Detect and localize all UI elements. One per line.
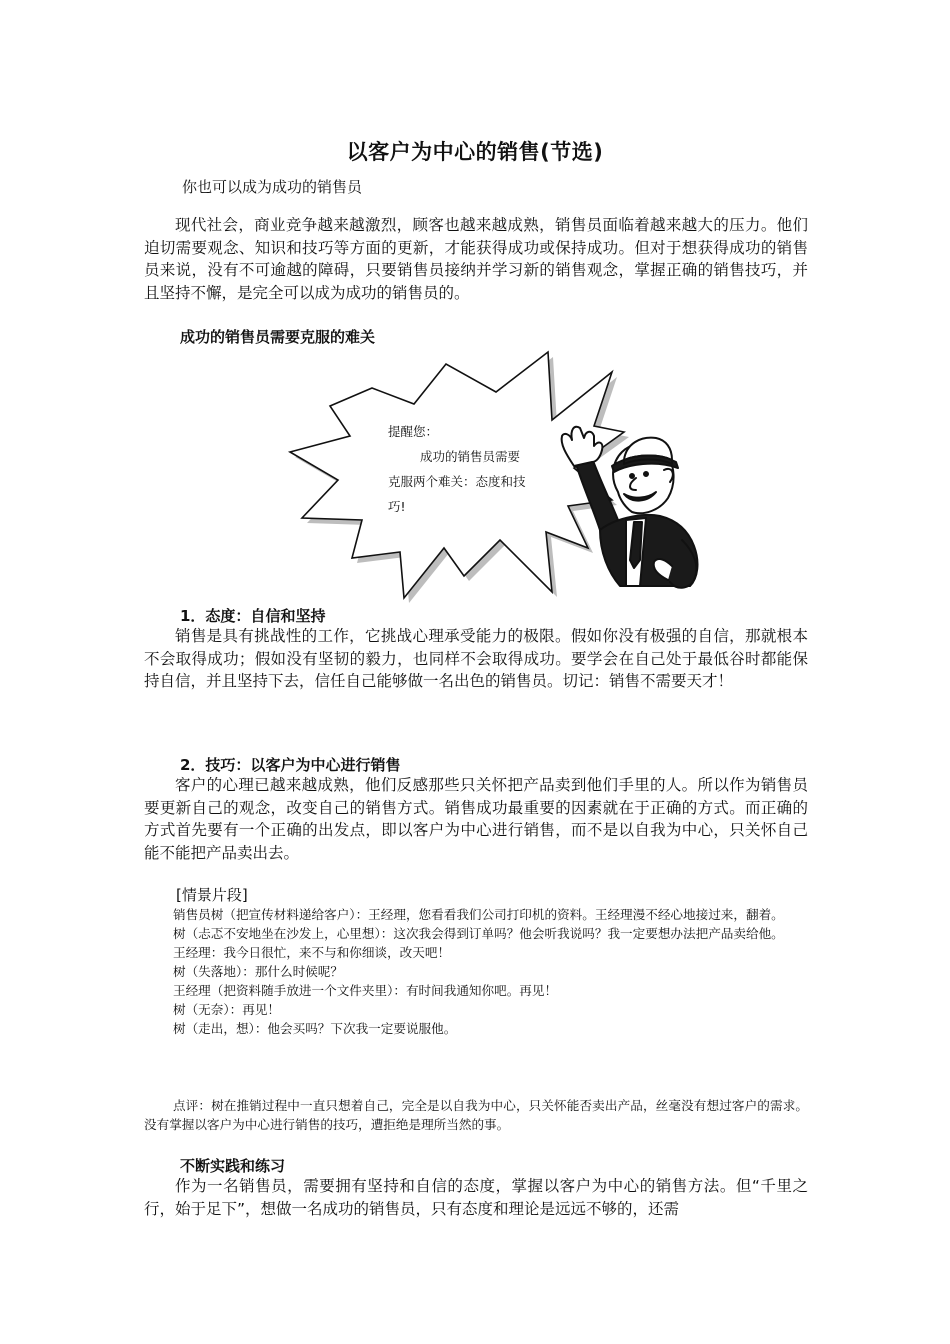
section-heading-obstacles: 成功的销售员需要克服的难关 bbox=[180, 328, 376, 346]
comment-block bbox=[144, 1096, 808, 1134]
intro-paragraph: 现代社会，商业竞争越来越激烈，顾客也越来越成熟，销售员面临着越来越大的压力。他们迫切需要观念、知识和技巧等方面的更新，才能获得成功或保持成功。但对于想获得成功的销售员来说，没有不可逾越的障碍，只要销售员接纳并学习新的销售观念，掌握正确的销售技巧，并且坚持不懈，是完全可以成为成功的销售员的。 bbox=[144, 216, 808, 302]
practice-paragraph: 作为一名销售员，需要拥有坚持和自信的态度，掌握以客户为中心的销售方法。但“千里之行，始于足下”，想做一名成功的销售员，只有态度和理论是远远不够的，还需 bbox=[144, 1177, 808, 1218]
scene-line: 树（无奈）：再见！ bbox=[172, 1002, 281, 1017]
comment-text: 点评：树在推销过程中一直只想着自己，完全是以自我为中心，只关怀能否卖出产品，丝毫没有想过客户的需求。没有掌握以客户为中心进行销售的技巧，遭拒绝是理所当然的事。 bbox=[144, 1098, 808, 1132]
scene-line: 王经理：我今日很忙，来不与和你细谈，改天吧！ bbox=[172, 945, 451, 960]
point2-heading: 2．技巧：以客户为中心进行销售 bbox=[180, 756, 401, 774]
practice-heading: 不断实践和练习 bbox=[180, 1157, 286, 1175]
point2-paragraph: 客户的心理已越来越成熟，他们反感那些只关怀把产品卖到他们手里的人。所以作为销售员要更新自己的观念，改变自己的销售方式。销售成功最重要的因素就在于正确的方式。而正确的方式首先要有一个正确的出发点，即以客户为中心进行销售，而不是以自我为中心，只关怀自己能不能把产品卖出去。 bbox=[144, 776, 808, 862]
bubble-line-3: 克服两个难关：态度和技 bbox=[388, 474, 526, 489]
document-subtitle: 你也可以成为成功的销售员 bbox=[182, 178, 363, 196]
bubble-line-2: 成功的销售员需要 bbox=[420, 449, 521, 464]
scene-line: 树（走出，想）：他会买吗？下次我一定要说服他。 bbox=[172, 1021, 457, 1036]
eye-left bbox=[630, 474, 634, 478]
scene-label: [情景片段] bbox=[176, 886, 248, 904]
scene-line: 树（忐忑不安地坐在沙发上，心里想）：这次我会得到订单吗？他会听我说吗？我一定要想办法把产品卖给他。 bbox=[172, 926, 784, 941]
scene-line: 王经理（把资料随手放进一个文件夹里）：有时间我通知你吧。再见！ bbox=[172, 983, 558, 998]
bubble-line-4: 巧! bbox=[388, 499, 406, 514]
scene-dialogue bbox=[144, 905, 808, 1038]
bubble-line-1: 提醒您： bbox=[388, 424, 439, 439]
document-title: 以客户为中心的销售(节选) bbox=[346, 140, 604, 164]
scene-line: 销售员树（把宣传材料递给客户）：王经理，您看看我们公司打印机的资料。王经理漫不经心地接过来，翻着。 bbox=[172, 907, 784, 922]
point1-paragraph: 销售是具有挑战性的工作，它挑战心理承受能力的极限。假如你没有极强的自信，那就根本不会取得成功；假如没有坚韧的毅力，也同样不会取得成功。要学会在自己处于最低谷时都能保持自信，并且坚持下去，信任自己能够做一名出色的销售员。切记：销售不需要天才！ bbox=[144, 627, 808, 690]
eye-right bbox=[644, 472, 648, 476]
point1-heading: 1．态度：自信和坚持 bbox=[180, 607, 326, 625]
scene-line: 树（失落地）：那什么时候呢？ bbox=[172, 964, 343, 979]
